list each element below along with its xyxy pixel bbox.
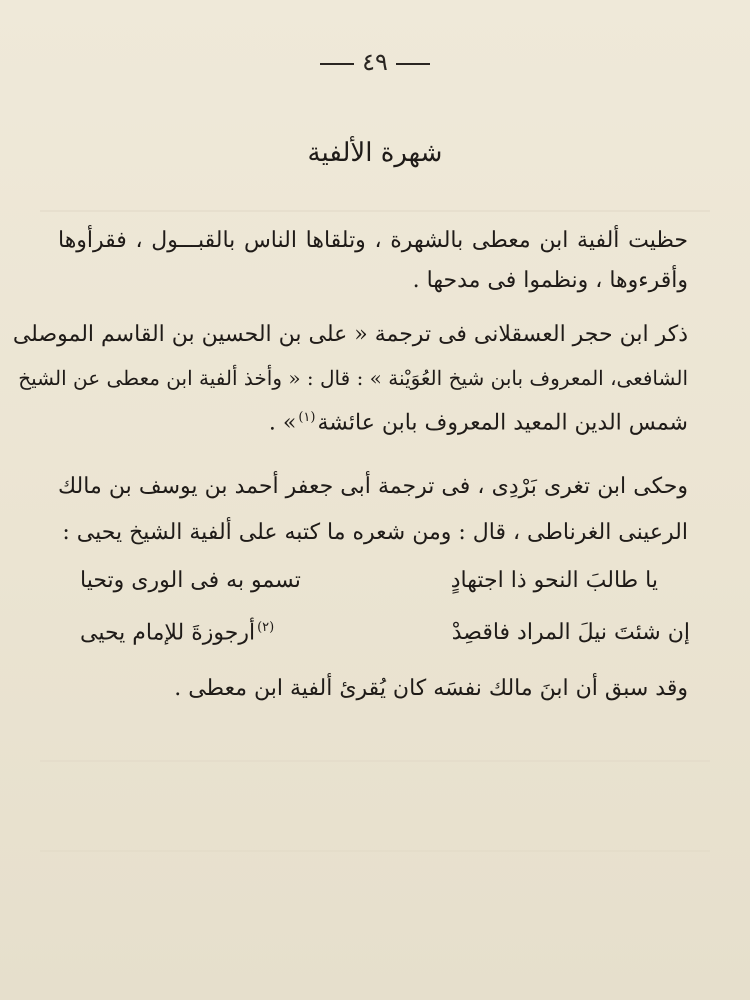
paragraph-1-line-1: حظيت ألفية ابن معطى بالشهرة ، وتلقاها الناس بالقبـــول ، فقرأوها [58, 228, 688, 253]
verse-2-second-text: أرجوزةَ للإمام يحيى [80, 620, 256, 646]
page-number [0, 48, 750, 76]
page-number-value: ٤٩ [362, 48, 388, 76]
verse-1-first-hemistich: يا طالبَ النحو ذا اجتهادٍ [450, 568, 658, 593]
bleed-through-shadow [40, 210, 710, 212]
section-title: شهرة الألفية [307, 138, 443, 168]
paragraph-4-line-1: وقد سبق أن ابنَ مالك نفسَه كان يُقرئ ألفية ابن معطى . [174, 676, 688, 701]
footnote-ref-1: (١) [298, 410, 316, 425]
paragraph-2-line-2: الشافعى، المعروف بابن شيخ العُوَيْنة » : قال : « وأخذ ألفية ابن معطى عن الشيخ [18, 366, 688, 390]
paragraph-2-line-3 [269, 410, 688, 435]
dash-right [320, 63, 354, 65]
bleed-through-shadow [40, 850, 710, 852]
paragraph-2-line-1: ذكر ابن حجر العسقلانى فى ترجمة « على بن الحسين بن القاسم الموصلى [12, 322, 688, 347]
verse-1-second-hemistich: تسمو به فى الورى وتحيا [80, 568, 301, 593]
verse-2-first-hemistich: إن شئتَ نيلَ المراد فاقصِدْ [451, 620, 690, 645]
dash-left [396, 63, 430, 65]
bleed-through-shadow [40, 760, 710, 762]
footnote-ref-2: (٢) [257, 620, 275, 635]
paragraph-3-line-1: وحكى ابن تغرى بَرْدِى ، فى ترجمة أبى جعفر أحمد بن يوسف بن مالك [58, 474, 688, 499]
paragraph-3-line-2: الرعينى الغرناطى ، قال : ومن شعره ما كتبه على ألفية الشيخ يحيى : [62, 520, 688, 545]
paragraph-1-line-2: وأقرءوها ، ونظموا فى مدحها . [412, 268, 688, 293]
verse-2-second-hemistich [80, 620, 276, 645]
paragraph-2-line-3-close: » . [268, 410, 297, 436]
paragraph-2-line-3-text: شمس الدين المعيد المعروف بابن عائشة [317, 410, 688, 436]
